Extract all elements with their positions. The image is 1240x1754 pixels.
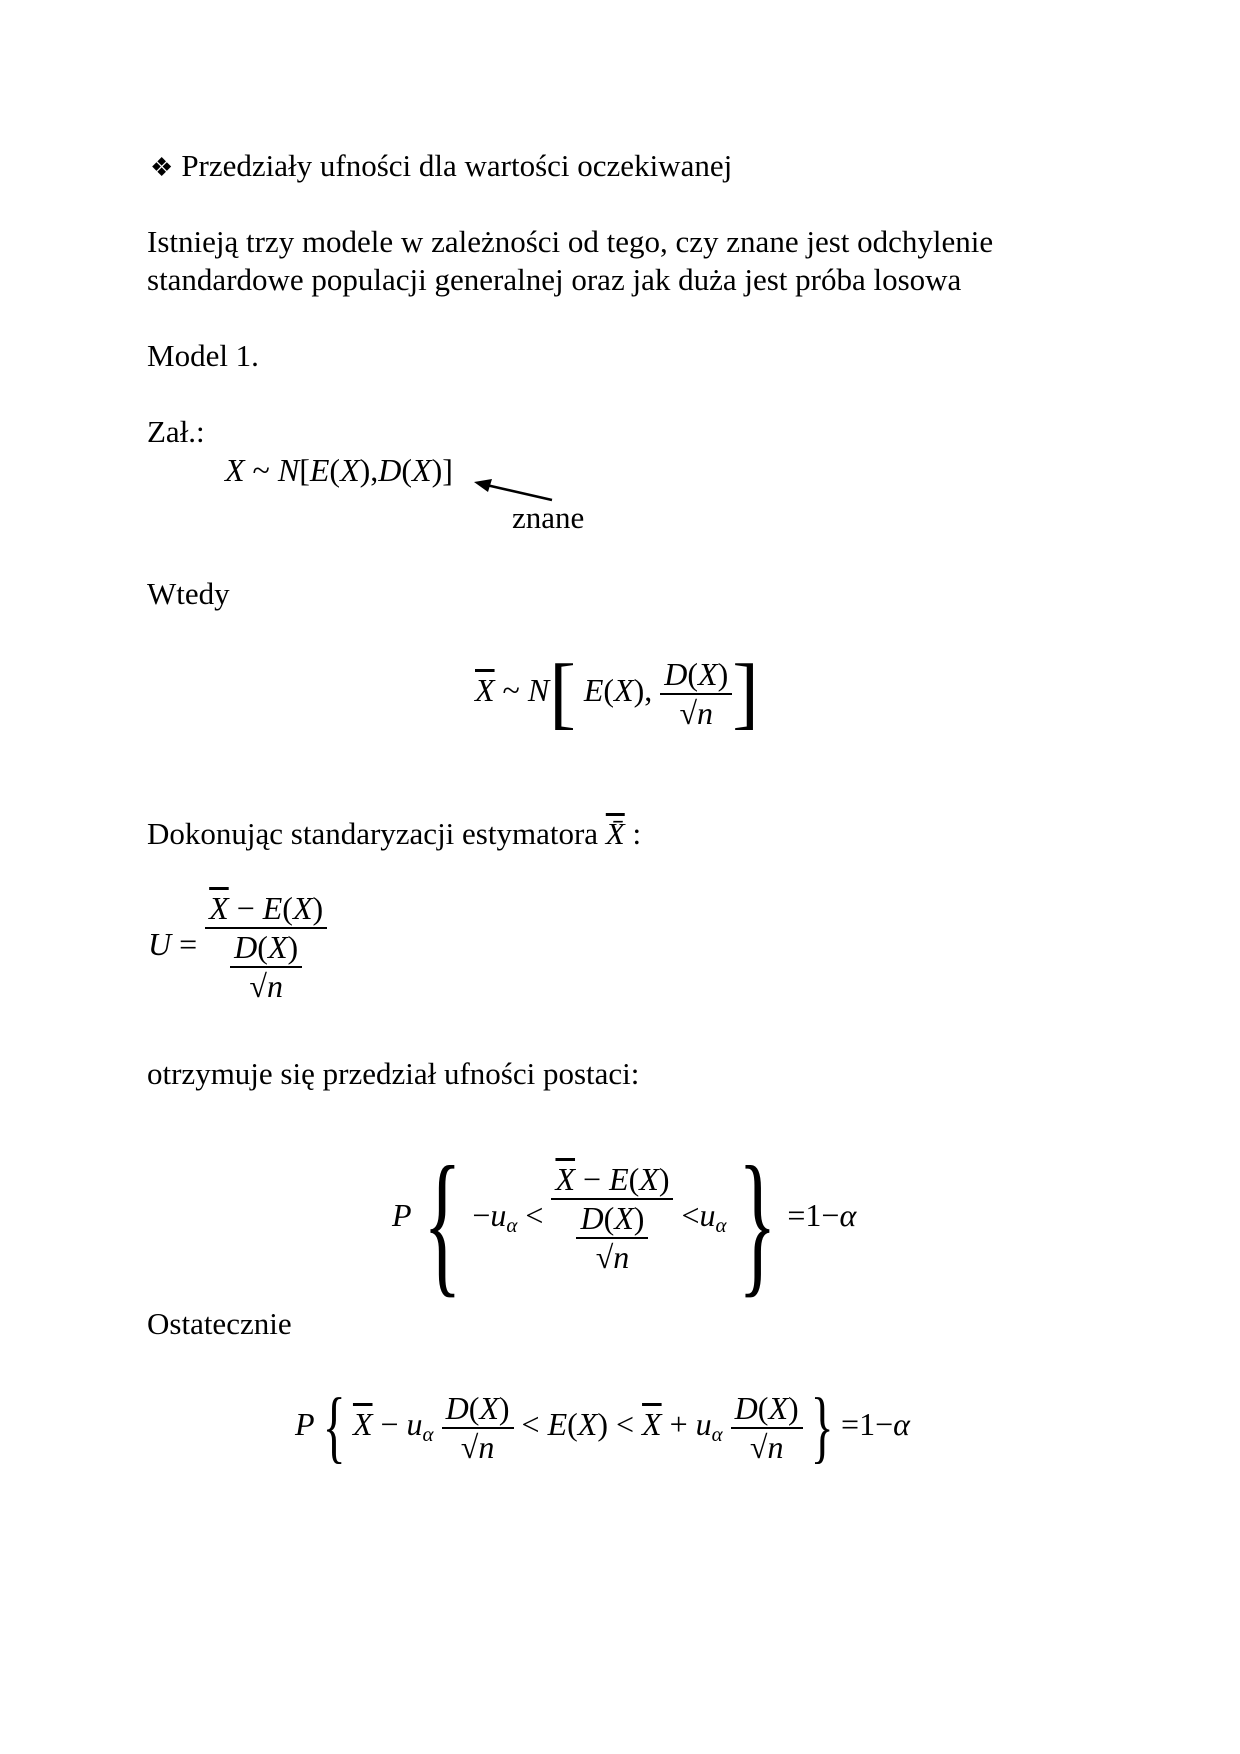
model-heading: Model 1. [147, 338, 259, 373]
standardization-text: Dokonując standaryzacji estymatora X̄ : [147, 816, 642, 851]
final-interval-formula: P{ $\overline{X} - u_\alpha$ $\frac{D(X)}{√n}$ < $E(X) < \overline{X} + u_\alpha$ $\frac{D(X)}{√n}$ } =1−α [295, 1383, 910, 1471]
interval-intro: otrzymuje się przedział ufności postaci: [147, 1056, 640, 1091]
diamond-bullet-icon: ❖ [150, 153, 174, 182]
assumption-formula: X ~ N[E(X),D(X)] [225, 452, 453, 488]
estimator-symbol: X̄ [605, 816, 625, 851]
known-annotation: znane [512, 500, 585, 535]
probability-interval-formula: $P\{ -u_\alpha$ < $\frac{\overline{X} - E(X)}{\frac{D(X)}{√n}}$ $<u_\alpha\} =1-\alpha$ [392, 1133, 857, 1311]
intro-line-1: Istnieją trzy modele w zależności od tego, czy znane jest odchylenie [147, 224, 994, 259]
intro-line-2: standardowe populacji generalnej oraz jak duża jest próba losowa [147, 262, 962, 297]
standardized-formula: U = $\frac{\overline{X} - E(X)}{\frac{D(X)}{√n}}$ [148, 890, 327, 1005]
then-label: Wtedy [147, 576, 230, 611]
mean-distribution-formula: $\overline{X}$ ~ N[ E(X), $\frac{D(X)}{√n}$ ] [475, 649, 759, 737]
section-heading [150, 150, 732, 181]
final-label: Ostatecznie [147, 1306, 292, 1341]
assumption-label: Zał.: [147, 414, 205, 449]
section-title: Przedziały ufności dla wartości oczekiwanej [181, 148, 733, 183]
